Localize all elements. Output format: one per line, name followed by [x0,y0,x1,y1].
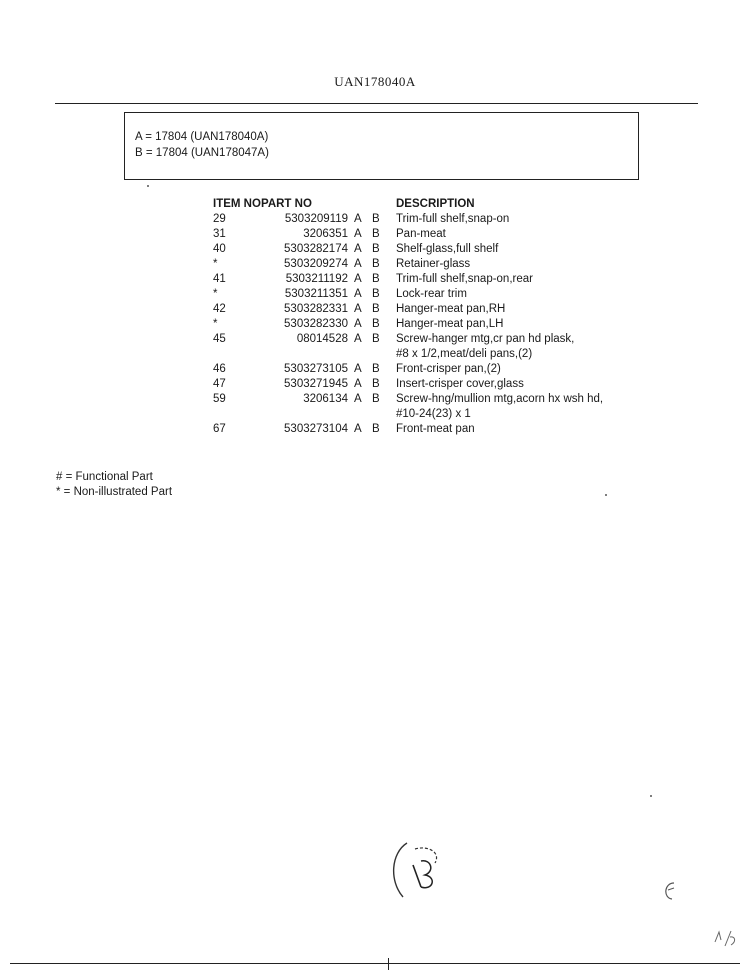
description-cell: Screw-hanger mtg,cr pan hd plask, [396,333,575,345]
model-b-cell: B [372,228,380,240]
footer-divider [10,963,740,964]
handwritten-mark [660,880,680,902]
item-no-cell: 59 [213,393,226,405]
model-legend-box [124,112,639,180]
part-no-cell: 5303211192 [285,273,348,285]
item-no-cell: 47 [213,378,226,390]
item-no-cell: 40 [213,243,226,255]
model-a-cell: A [354,273,362,285]
table-row-continuation [213,408,633,423]
table-row [213,363,633,378]
description-cell: Trim-full shelf,snap-on,rear [396,273,533,285]
description-cell: Hanger-meat pan,LH [396,318,504,330]
model-b-cell: B [372,378,380,390]
table-header-row [213,198,633,213]
table-row [213,243,633,258]
model-a-cell: A [354,378,362,390]
parts-table [213,198,633,438]
table-row-continuation [213,348,633,363]
model-a-cell: A [354,243,362,255]
model-b-cell: B [372,303,380,315]
model-a-cell: A [354,288,362,300]
description-cell: Lock-rear trim [396,288,467,300]
model-b-label: B = 17804 (UAN178047A) [135,147,269,159]
model-b-cell: B [372,273,380,285]
table-row [213,423,633,438]
description-continuation-cell: #8 x 1/2,meat/deli pans,(2) [396,348,533,360]
description-cell: Shelf-glass,full shelf [396,243,499,255]
item-no-cell: * [213,258,218,270]
model-b-cell: B [372,363,380,375]
handwritten-stamp-mark [385,835,455,905]
table-row [213,288,633,303]
description-cell: Insert-crisper cover,glass [396,378,524,390]
description-cell: Screw-hng/mullion mtg,acorn hx wsh hd, [396,393,604,405]
description-continuation-cell: #10-24(23) x 1 [396,408,471,420]
table-row [213,378,633,393]
part-no-cell: 5303273105 [284,363,348,375]
description-cell: Retainer-glass [396,258,471,270]
handwritten-page-mark [712,928,738,950]
table-row [213,318,633,333]
table-row [213,303,633,318]
header-divider [55,103,698,104]
item-no-cell: * [213,288,218,300]
model-b-cell: B [372,393,380,405]
model-b-cell: B [372,333,380,345]
legend-non-illustrated-part: * = Non-illustrated Part [56,486,173,498]
model-a-cell: A [354,363,362,375]
table-row [213,273,633,288]
part-no-cell: 5303273104 [284,423,348,435]
model-a-cell: A [354,333,362,345]
part-no-cell: 3206134 [303,393,348,405]
description-cell: Front-meat pan [396,423,475,435]
description-cell: Front-crisper pan,(2) [396,363,501,375]
part-no-cell: 5303209274 [284,258,348,270]
legend-functional-part: # = Functional Part [56,471,153,483]
model-b-cell: B [372,243,380,255]
model-b-cell: B [372,258,380,270]
table-row [213,228,633,243]
part-no-cell: 5303282330 [284,318,348,330]
description-cell: Hanger-meat pan,RH [396,303,506,315]
item-no-cell: 42 [213,303,226,315]
table-row [213,333,633,348]
model-b-cell: B [372,288,380,300]
model-a-cell: A [354,303,362,315]
header-item-no: ITEM NO [213,198,261,210]
part-no-cell: 5303282174 [284,243,348,255]
model-a-label: A = 17804 (UAN178040A) [135,131,269,143]
part-no-cell: 5303211351 [284,288,348,300]
item-no-cell: * [213,318,218,330]
table-row [213,393,633,408]
description-cell: Trim-full shelf,snap-on [396,213,510,225]
part-no-cell: 08014528 [296,333,348,345]
description-cell: Pan-meat [396,228,446,240]
model-a-cell: A [354,318,362,330]
header-part-no: PART NO [261,198,312,210]
item-no-cell: 41 [213,273,226,285]
scan-speck [147,185,149,187]
model-a-cell: A [354,423,362,435]
scan-speck [650,795,652,797]
item-no-cell: 46 [213,363,226,375]
model-a-cell: A [354,228,362,240]
header-description: DESCRIPTION [396,198,475,210]
part-no-cell: 5303282331 [284,303,348,315]
model-a-cell: A [354,213,362,225]
model-b-cell: B [372,423,380,435]
footer-tick [388,958,389,970]
model-number-header: UAN178040A [334,74,416,89]
item-no-cell: 31 [213,228,226,240]
table-row [213,258,633,273]
table-row [213,213,633,228]
model-a-cell: A [354,393,362,405]
item-no-cell: 45 [213,333,226,345]
item-no-cell: 29 [213,213,226,225]
part-no-cell: 5303209119 [284,213,348,225]
scan-speck [605,494,607,496]
model-a-cell: A [354,258,362,270]
item-no-cell: 67 [213,423,226,435]
part-no-cell: 5303271945 [284,378,348,390]
model-b-cell: B [372,318,380,330]
part-no-cell: 3206351 [303,228,348,240]
model-b-cell: B [372,213,380,225]
